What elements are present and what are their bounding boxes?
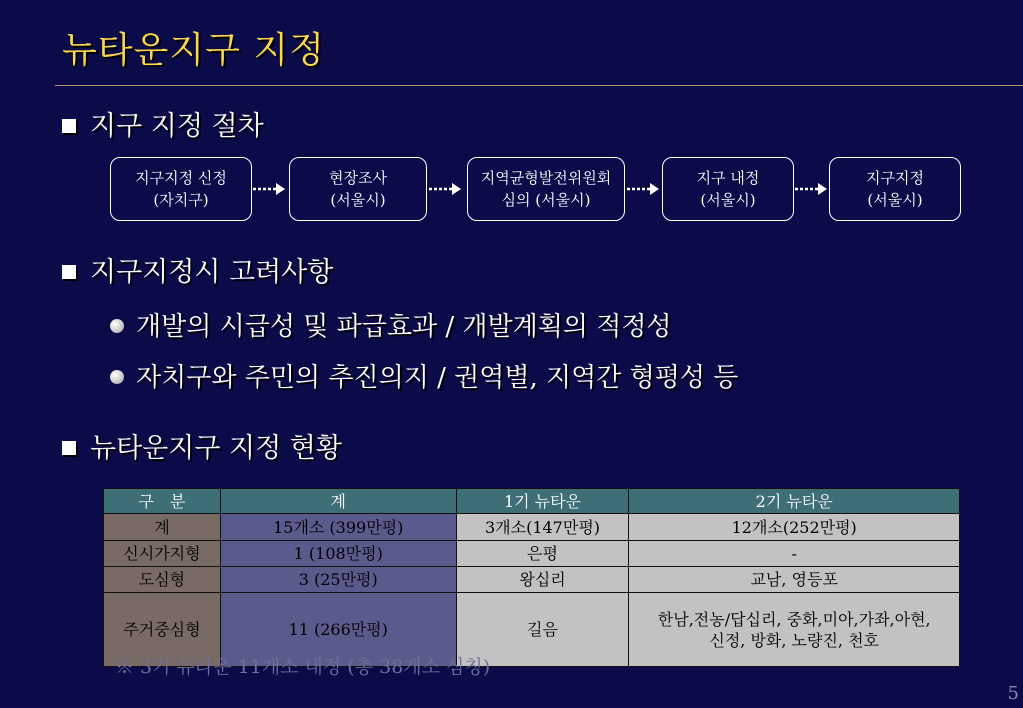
title-divider [55,85,1023,86]
step-line1: 지구지정 [866,169,924,187]
step-line2: 심의 (서울시) [501,191,591,209]
step-line1: 지구 내정 [696,169,760,187]
step-preliminary-designation [662,157,794,221]
newtown-status-table [103,488,960,667]
section-procedure-label: 지구 지정 절차 [90,111,264,142]
square-bullet-icon [62,265,76,279]
table-cell: 교남, 영등포 [629,567,960,593]
table-row [104,567,960,593]
step-line1: 지구지정 신정 [135,169,227,187]
step-line2: (서울시) [700,191,756,209]
table-cell: 주거중심형 [104,593,221,667]
consideration-item [110,357,738,394]
table-cell: - [629,541,960,567]
footnote: ※ 3기 뉴타운 11개소 내정 (총 38개소 심칭) [115,656,491,678]
table-row [104,541,960,567]
square-bullet-icon [62,119,76,133]
step-field-survey [289,157,427,221]
arrow-right-icon [428,182,462,196]
arrow-right-icon [252,182,286,196]
step-designation [829,157,961,221]
arrow-right-icon [794,182,828,196]
section-considerations [62,250,333,289]
table-row [104,514,960,541]
step-line1: 현장조사 [329,169,387,187]
table-cell-line: 한남,전농/답십리, 중화,미아,가좌,아현, [657,609,931,629]
table-cell-line: 신정, 방화, 노량진, 천호 [709,630,880,650]
header-total: 계 [220,489,456,514]
table-cell: 11 (266만평) [220,593,456,667]
square-bullet-icon [62,441,76,455]
table-cell: 길음 [456,593,629,667]
consideration-item [110,306,672,343]
page-number: 5 [1007,683,1019,704]
header-phase2: 2기 뉴타운 [629,489,960,514]
header-phase1: 1기 뉴타운 [456,489,629,514]
table-cell: 도심형 [104,567,221,593]
table-cell-multiline [629,593,960,667]
step-application [110,157,252,221]
table-cell: 3 (25만평) [220,567,456,593]
section-procedure [62,104,264,143]
header-category: 구 분 [104,489,221,514]
step-committee-review [467,157,625,221]
step-line2: (서울시) [867,191,923,209]
step-line2: (자치구) [153,191,209,209]
table-header-row [104,489,960,514]
consideration-text: 개발의 시급성 및 파급효과 / 개발계획의 적정성 [136,312,672,342]
page-title: 뉴타운지구 지정 [62,30,325,71]
table-cell: 계 [104,514,221,541]
section-status-label: 뉴타운지구 지정 현황 [90,433,342,464]
table-cell: 3개소(147만평) [456,514,629,541]
table-cell: 왕십리 [456,567,629,593]
table-cell: 은평 [456,541,629,567]
consideration-text: 자치구와 주민의 추진의지 / 권역별, 지역간 형평성 등 [136,363,739,393]
round-bullet-icon [110,370,124,384]
table-cell: 1 (108만평) [220,541,456,567]
table-cell: 12개소(252만평) [629,514,960,541]
section-considerations-label: 지구지정시 고려사항 [90,257,334,288]
section-status [62,426,342,465]
table-cell: 신시가지형 [104,541,221,567]
table-cell: 15개소 (399만평) [220,514,456,541]
round-bullet-icon [110,319,124,333]
arrow-right-icon [626,182,660,196]
step-line1: 지역균형발전위원회 [480,169,612,187]
step-line2: (서울시) [330,191,386,209]
